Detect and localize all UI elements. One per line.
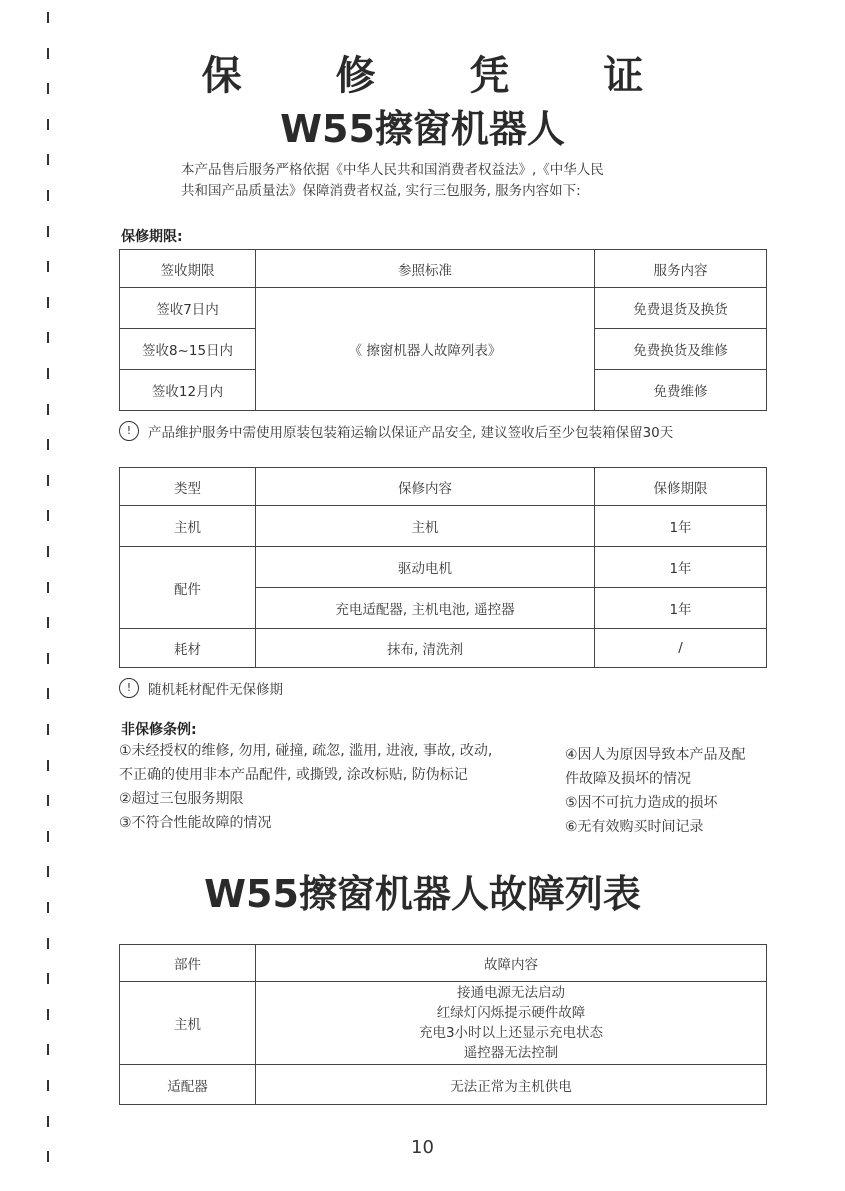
table-row — [120, 1065, 767, 1105]
period-cell: 1年 — [595, 547, 767, 588]
binding-margin-ticks — [47, 0, 51, 1191]
table-row — [120, 982, 767, 1065]
margin-tick — [47, 226, 49, 237]
margin-tick — [47, 653, 49, 664]
type-cell: 耗材 — [120, 629, 256, 668]
margin-tick — [47, 475, 49, 486]
content-cell: 主机 — [256, 506, 595, 547]
margin-tick — [47, 439, 49, 450]
margin-tick — [47, 688, 49, 699]
margin-tick — [47, 795, 49, 806]
column-header: 部件 — [120, 945, 256, 982]
margin-tick — [47, 1044, 49, 1055]
column-header: 参照标准 — [256, 250, 595, 288]
margin-tick — [47, 582, 49, 593]
exclusions-right-column — [565, 743, 746, 839]
intro-line: 共和国产品质量法》保障消费者权益, 实行三包服务, 服务内容如下: — [181, 183, 581, 199]
margin-tick — [47, 510, 49, 521]
margin-tick — [47, 1009, 49, 1020]
fault-item: 红绿灯闪烁提示硬件故障 — [436, 1005, 586, 1021]
margin-tick — [47, 938, 49, 949]
note-text: 随机耗材配件无保修期 — [148, 682, 283, 698]
intro-line: 本产品售后服务严格依据《中华人民共和国消费者权益法》,《中华人民 — [181, 162, 604, 178]
margin-tick — [47, 332, 49, 343]
period-cell: 1年 — [595, 588, 767, 629]
period-cell: 签收12月内 — [120, 370, 256, 411]
fault-list-title: W55擦窗机器人故障列表 — [204, 872, 641, 916]
margin-tick — [47, 973, 49, 984]
faults-cell: 无法正常为主机供电 — [256, 1065, 767, 1105]
exclusions-heading: 非保修条例: — [121, 722, 197, 738]
type-cell: 主机 — [120, 506, 256, 547]
margin-tick — [47, 1080, 49, 1091]
note-text: 产品维护服务中需使用原装包装箱运输以保证产品安全, 建议签收后至少包装箱保留30天 — [148, 425, 674, 441]
warranty-period-heading: 保修期限: — [121, 229, 183, 245]
column-header: 保修期限 — [595, 468, 767, 506]
exclusion-line: ④因人为原因导致本产品及配 — [565, 747, 746, 763]
column-header: 故障内容 — [256, 945, 767, 982]
margin-tick — [47, 154, 49, 165]
service-cell: 免费维修 — [595, 370, 767, 411]
margin-tick — [47, 760, 49, 771]
exclusion-line: 不正确的使用非本产品配件, 或撕毁, 涂改标贴, 防伪标记 — [119, 767, 468, 783]
exclamation-icon: ! — [119, 678, 139, 698]
column-header: 类型 — [120, 468, 256, 506]
period-cell: 签收8~15日内 — [120, 329, 256, 370]
reference-cell: 《 擦窗机器人故障列表》 — [256, 288, 595, 411]
exclusions-left-column — [119, 739, 492, 835]
exclusion-line: ⑥无有效购买时间记录 — [565, 819, 704, 835]
warranty-period-table — [119, 249, 767, 411]
margin-tick — [47, 368, 49, 379]
table-header-row — [120, 945, 767, 982]
margin-tick — [47, 297, 49, 308]
column-header: 保修内容 — [256, 468, 595, 506]
content-cell: 抹布, 清洗剂 — [256, 629, 595, 668]
page-title: 保 修 凭 证 — [201, 53, 684, 99]
faults-cell — [256, 982, 767, 1065]
table-row — [120, 506, 767, 547]
page-number: 10 — [411, 1137, 434, 1158]
consumables-note — [119, 678, 283, 698]
margin-tick — [47, 831, 49, 842]
service-cell: 免费换货及维修 — [595, 329, 767, 370]
coverage-table — [119, 467, 767, 668]
fault-item: 充电3小时以上还显示充电状态 — [418, 1025, 604, 1041]
table-row — [120, 288, 767, 329]
margin-tick — [47, 404, 49, 415]
table-row — [120, 629, 767, 668]
type-cell: 配件 — [120, 547, 256, 629]
table-header-row — [120, 468, 767, 506]
table-row — [120, 547, 767, 588]
margin-tick — [47, 12, 49, 23]
fault-item: 接通电源无法启动 — [457, 985, 565, 1001]
service-cell: 免费退货及换货 — [595, 288, 767, 329]
table-header-row — [120, 250, 767, 288]
product-title: W55擦窗机器人 — [280, 107, 565, 151]
fault-item: 遥控器无法控制 — [463, 1045, 559, 1061]
margin-tick — [47, 261, 49, 272]
fault-list-table — [119, 944, 767, 1105]
margin-tick — [47, 617, 49, 628]
content-cell: 充电适配器, 主机电池, 遥控器 — [256, 588, 595, 629]
intro-paragraph — [181, 160, 681, 202]
period-cell: / — [595, 629, 767, 668]
margin-tick — [47, 1116, 49, 1127]
margin-tick — [47, 724, 49, 735]
part-cell: 主机 — [120, 982, 256, 1065]
packaging-note — [119, 421, 673, 441]
exclusion-line: ①未经授权的维修, 勿用, 碰撞, 疏忽, 滥用, 进液, 事故, 改动, — [119, 743, 493, 759]
exclamation-icon: ! — [119, 421, 139, 441]
period-cell: 1年 — [595, 506, 767, 547]
margin-tick — [47, 546, 49, 557]
content-cell: 驱动电机 — [256, 547, 595, 588]
exclusion-line: ⑤因不可抗力造成的损坏 — [565, 795, 718, 811]
part-cell: 适配器 — [120, 1065, 256, 1105]
column-header: 服务内容 — [595, 250, 767, 288]
column-header: 签收期限 — [120, 250, 256, 288]
margin-tick — [47, 190, 49, 201]
exclusion-line: ②超过三包服务期限 — [119, 791, 244, 807]
exclusion-line: 件故障及损坏的情况 — [565, 771, 691, 787]
period-cell: 签收7日内 — [120, 288, 256, 329]
exclusion-line: ③不符合性能故障的情况 — [119, 815, 272, 831]
